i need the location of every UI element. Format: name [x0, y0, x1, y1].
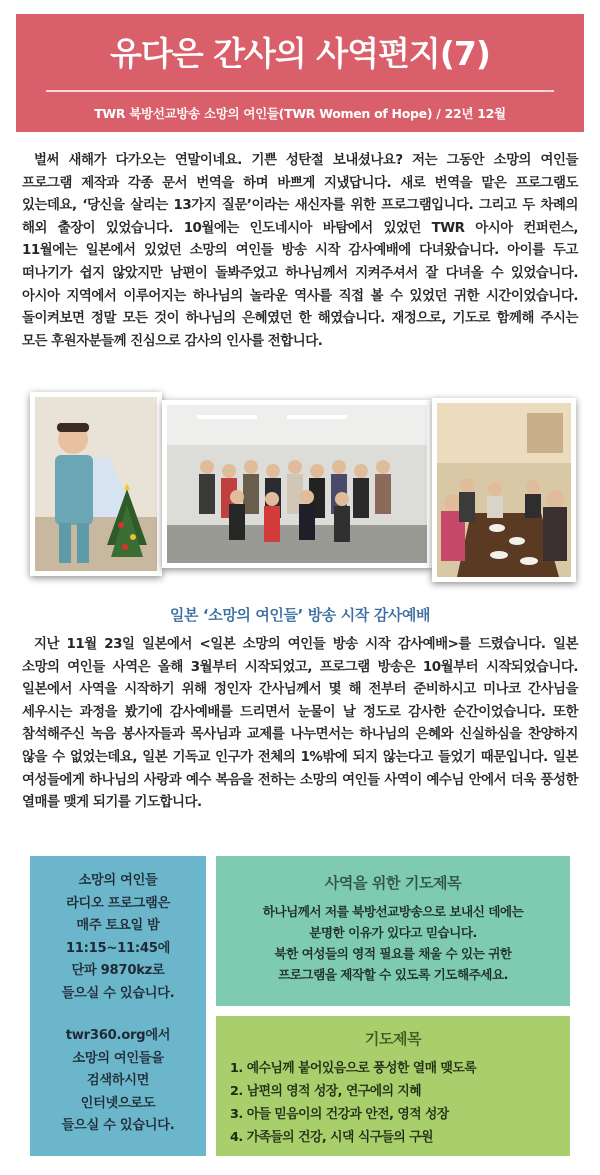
info-line: 소망의 여인들	[78, 873, 158, 888]
info-line: 라디오 프로그램은	[66, 895, 170, 911]
info-line: 단파 9870kz로	[71, 963, 165, 978]
header-divider	[46, 90, 554, 92]
personal-prayer-box	[216, 1016, 570, 1156]
ministry-prayer-line: 분명한 이유가 있다고 믿습니다.	[309, 925, 477, 940]
radio-info-box	[30, 856, 206, 1156]
photo-child-christmas-tree	[30, 392, 162, 576]
personal-prayer-title: 기도제목	[364, 1030, 422, 1048]
section-heading: 일본 ‘소망의 여인들’ 방송 시작 감사예배	[169, 606, 431, 624]
newsletter-header	[16, 14, 584, 132]
prayer-item: 3. 아들 믿음이의 건강과 안전, 영적 성장	[230, 1107, 449, 1122]
photo-group-service	[162, 400, 432, 568]
info-line: 11:15~11:45에	[65, 940, 171, 956]
ministry-prayer-line: 하나님께서 저를 북방선교방송으로 보내신 데에는	[262, 904, 524, 919]
spacer	[30, 1005, 206, 1025]
ministry-prayer-line: 북한 여성들의 영적 필요를 채울 수 있는 귀한	[274, 946, 512, 961]
page-subtitle: TWR 북방선교방송 소망의 여인들(TWR Women of Hope) / 22년 12월	[94, 106, 506, 121]
info-line: 소망의 여인들을	[72, 1050, 164, 1066]
page-title: 유다은 간사의 사역편지(7)	[110, 34, 490, 73]
ministry-prayer-line: 프로그램을 제작할 수 있도록 기도해주세요.	[278, 967, 508, 982]
info-line: twr360.org에서	[65, 1028, 171, 1043]
info-line: 들으실 수 있습니다.	[61, 1118, 175, 1133]
ministry-prayer-title: 사역을 위한 기도제목	[324, 874, 462, 892]
ministry-prayer-body	[216, 901, 570, 985]
info-line: 인터넷으로도	[80, 1095, 156, 1111]
section-paragraph: 지난 11월 23일 일본에서 <일본 소망의 여인들 방송 시작 감사예배>를 드렸습니다. 일본 소망의 여인들 사역은 올해 3월부터 시작되었고, 프로그램 방송은 10월부터 시작되었습니다. 일본에서 사역을 시작하기 위해 정인자 간사님께서 몇 해 전부터 준비하시고 미나코 간사님을 세우시는 과정을 봤기에 감사예배를 드리면서 눈물이 날 정도로 감사한 순간이었습니다. 또한 참석해주신 녹음 봉사자들과 목사님과 교제를 나누면서는 하나님의 은혜와 신실하심을 찬양하지 않을 수 없었는데요, 일본 기독교 인구가 전체의 1%밖에 되지 않는다고 들었기 때문입니다. 일본 여성들에게 하나님의 사랑과 예수 복음을 전하는 소망의 여인들 사역이 예수님 안에서 더욱 풍성한 열매를 맺게 되기를 기도합니다.	[22, 637, 578, 811]
info-line: 매주 토요일 밤	[76, 918, 160, 933]
intro-paragraph: 벌써 새해가 다가오는 연말이네요. 기쁜 성탄절 보내셨나요? 저는 그동안 소망의 여인들 프로그램 제작과 각종 문서 번역을 하며 바쁘게 지냈답니다. 새로 번역을 맡은 프로그램도 있는데요, ‘당신을 살리는 13가지 질문’이라는 새신자를 위한 프로그램입니다. 그리고 두 차례의 해외 출장이 있었습니다. 10월에는 인도네시아 바탐에서 있었던 TWR 아시아 컨퍼런스, 11월에는 일본에서 있었던 소망의 여인들 방송 시작 감사예배에 다녀왔습니다. 아이를 두고 떠나기가 쉽지 않았지만 남편이 돌봐주었고 하나님께서 지켜주셔서 잘 다녀올 수 있었습니다. 아시아 지역에서 이루어지는 하나님의 놀라운 역사를 직접 볼 수 있었던 귀한 시간이었습니다. 돌이켜보면 정말 모든 것이 하나님의 은혜였던 한 해였습니다. 재정으로, 기도로 함께해 주시는 모든 후원자분들께 진심으로 감사의 인사를 전합니다.	[22, 153, 578, 349]
info-line: 검색하시면	[86, 1073, 150, 1088]
info-line: 들으실 수 있습니다.	[61, 985, 175, 1001]
prayer-item: 2. 남편의 영적 성장, 연구에의 지혜	[230, 1084, 422, 1099]
prayer-list	[230, 1057, 570, 1149]
ministry-prayer-box	[216, 856, 570, 1006]
prayer-item: 4. 가족들의 건강, 시댁 식구들의 구원	[230, 1130, 433, 1145]
photo-dinner-fellowship	[432, 398, 576, 582]
prayer-item: 1. 예수님께 붙어있음으로 풍성한 열매 맺도록	[230, 1061, 477, 1076]
